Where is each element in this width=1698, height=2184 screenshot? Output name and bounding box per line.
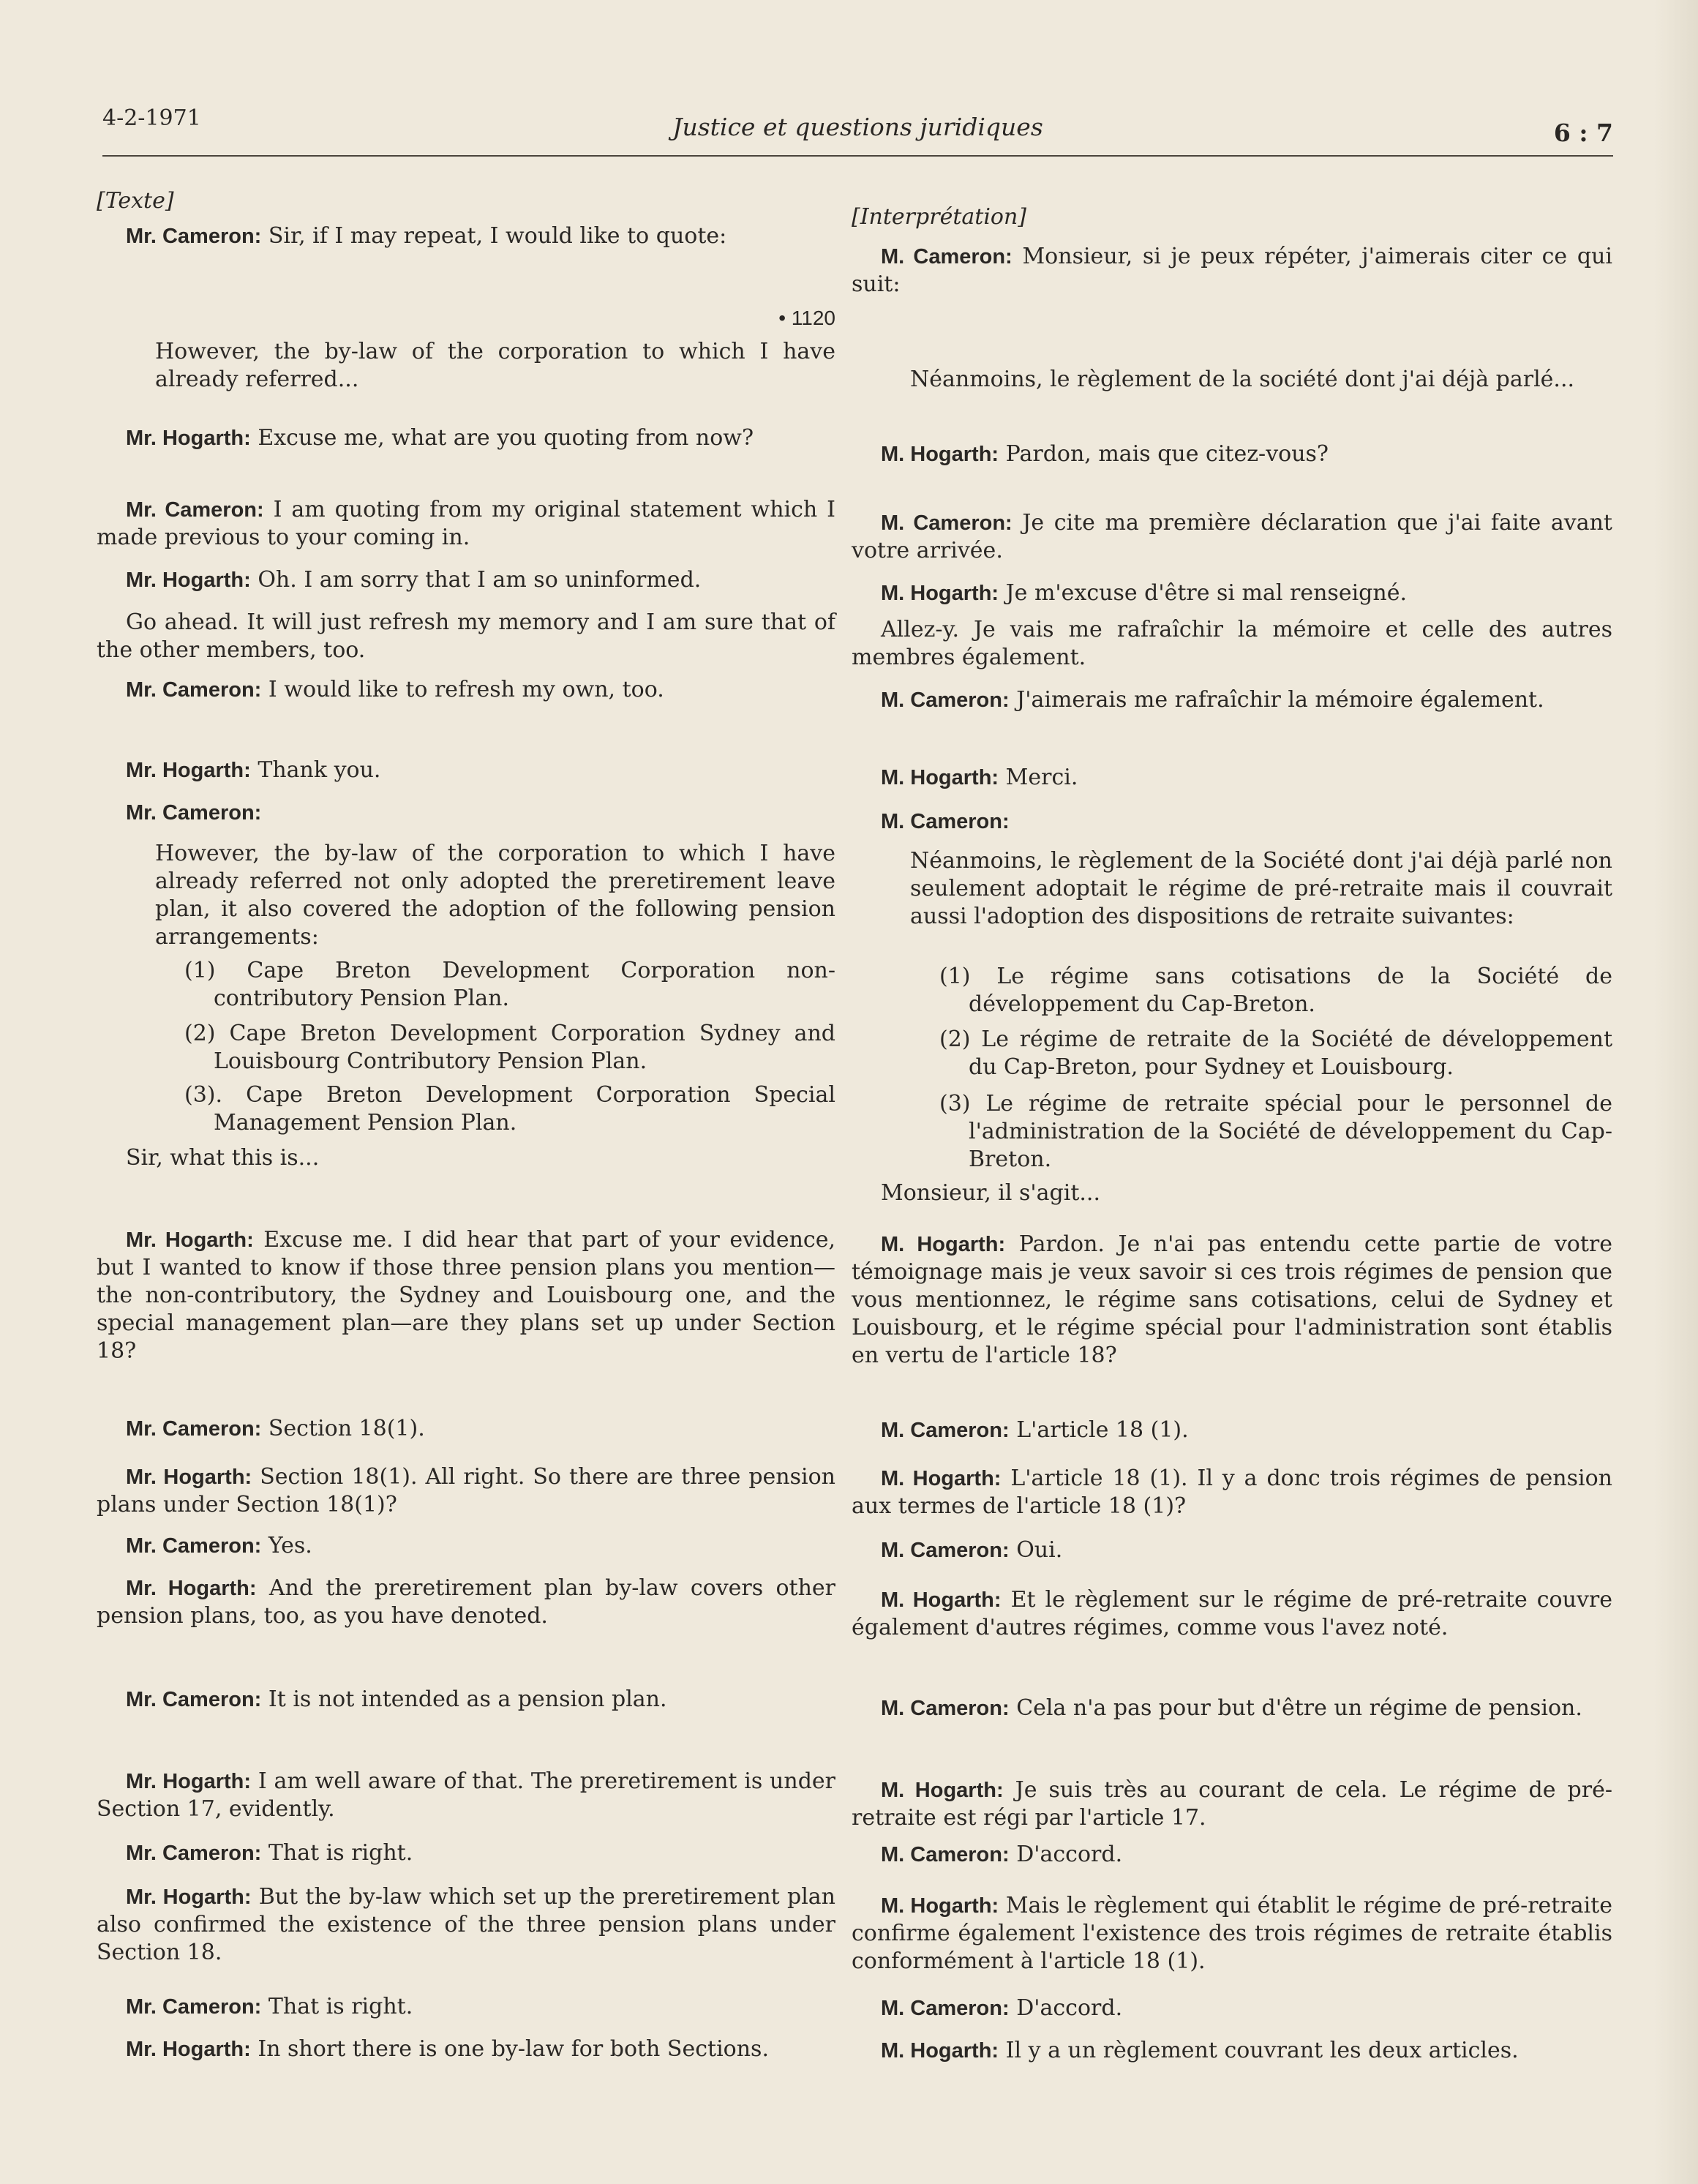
- speech-text: Je m'excuse d'être si mal renseigné.: [1005, 580, 1407, 606]
- paragraph: [97, 1575, 835, 1630]
- speaker-name: M. Cameron:: [881, 1539, 1010, 1562]
- speech-text: L'article 18 (1). Il y a donc trois régimes de pension aux termes de l'article 18 (1)?: [852, 1466, 1612, 1519]
- header-rule: [102, 155, 1613, 157]
- paragraph: [852, 1841, 1612, 1869]
- speaker-name: Mr. Cameron:: [126, 678, 262, 702]
- paragraph: [852, 1892, 1612, 1975]
- speaker-name: Mr. Hogarth:: [126, 2038, 251, 2061]
- speech-text: That is right.: [268, 1994, 413, 2019]
- speaker-name: M. Cameron:: [881, 1843, 1010, 1866]
- speech-text: Excuse me, what are you quoting from now?: [258, 425, 754, 451]
- quoted-paragraph: However, the by-law of the corporation to which I have already referred...: [155, 339, 835, 392]
- paragraph: [852, 1536, 1612, 1564]
- paragraph: [97, 496, 835, 552]
- speech-text: J'aimerais me rafraîchir la mémoire également.: [1016, 687, 1544, 713]
- speech-text: Pardon, mais que citez-vous?: [1005, 441, 1329, 467]
- paragraph: [97, 1686, 835, 1714]
- speech-text: Yes.: [268, 1533, 312, 1558]
- paragraph: Go ahead. It will just refresh my memory and I am sure that of the other members, too.: [97, 609, 835, 663]
- paragraph: [97, 1883, 835, 1967]
- speech-text: I am quoting from my original statement which I made previous to your coming in.: [97, 497, 835, 550]
- quoted-paragraph: However, the by-law of the corporation to which I have already referred not only adopted the preretirement leave plan, it also covered the adoption of the following pension arrangements:: [155, 841, 835, 950]
- list-item: (1) Cape Breton Development Corporation non-contributory Pension Plan.: [184, 958, 835, 1011]
- speech-text: Mais le règlement qui établit le régime de pré-retraite confirme également l'existence des trois régimes de retraite établis conformément à l'article 18 (1).: [852, 1893, 1612, 1974]
- list-item: (2) Cape Breton Development Corporation Sydney and Louisbourg Contributory Pension Plan.: [184, 1021, 835, 1074]
- speaker-name: Mr. Cameron:: [126, 801, 262, 825]
- quoted-paragraph: Néanmoins, le règlement de la société dont j'ai déjà parlé...: [910, 367, 1575, 392]
- speech-text: But the by-law which set up the preretirement plan also confirmed the existence of the three pension plans under Section 18.: [97, 1884, 835, 1965]
- speaker-name: Mr. Cameron:: [126, 1417, 262, 1441]
- speech-text: That is right.: [268, 1840, 413, 1866]
- speaker-name: M. Hogarth:: [881, 1779, 1004, 1802]
- paragraph: [97, 1463, 835, 1519]
- paragraph: [852, 686, 1612, 714]
- paragraph: [852, 1695, 1612, 1722]
- speaker-name: M. Hogarth:: [881, 582, 999, 605]
- list-item: (3). Cape Breton Development Corporation Special Management Pension Plan.: [184, 1082, 835, 1136]
- speaker-name: Mr. Hogarth:: [126, 568, 251, 592]
- paragraph: [852, 1586, 1612, 1642]
- speech-text: In short there is one by-law for both Sections.: [258, 2036, 769, 2062]
- speech-text: Merci.: [1005, 765, 1078, 790]
- speech-text: It is not intended as a pension plan.: [268, 1686, 667, 1712]
- speaker-name: Mr. Cameron:: [126, 498, 264, 522]
- speaker-name: Mr. Hogarth:: [126, 1466, 252, 1489]
- speaker-name: M. Cameron:: [881, 1697, 1010, 1720]
- speaker-name: M. Cameron:: [881, 1419, 1010, 1442]
- paragraph: Allez-y. Je vais me rafraîchir la mémoire et celle des autres membres également.: [852, 617, 1612, 670]
- speaker-name: M. Cameron:: [881, 245, 1013, 269]
- page-edge-shadow: [1654, 0, 1698, 2184]
- paragraph: Monsieur, il s'agit...: [881, 1180, 1100, 1206]
- paragraph: [852, 764, 1612, 792]
- speaker-name: Mr. Cameron:: [126, 1842, 262, 1865]
- paragraph: [852, 579, 1612, 607]
- speaker-name: M. Hogarth:: [881, 766, 999, 789]
- speech-text: Je suis très au courant de cela. Le régime de pré-retraite est régi par l'article 17.: [852, 1777, 1612, 1831]
- paragraph: [852, 1416, 1612, 1444]
- speaker-name: Mr. Hogarth:: [126, 1228, 254, 1252]
- paragraph: [97, 1768, 835, 1823]
- speech-text: Et le règlement sur le régime de pré-retraite couvre également d'autres régimes, comme vous l'avez noté.: [852, 1587, 1612, 1640]
- speaker-name: Mr. Hogarth:: [126, 759, 251, 782]
- page-number: 6 : 7: [1553, 119, 1613, 147]
- paragraph: [97, 1415, 835, 1443]
- paragraph: [852, 2037, 1612, 2065]
- speaker-name: M. Hogarth:: [881, 1467, 1002, 1490]
- paragraph: [97, 799, 835, 827]
- list-item: (2) Le régime de retraite de la Société de développement du Cap-Breton, pour Sydney et Louisbourg.: [939, 1027, 1612, 1080]
- speaker-name: M. Hogarth:: [881, 443, 999, 466]
- speech-text: Oh. I am sorry that I am so uninformed.: [258, 567, 702, 593]
- header-title: Justice et questions juridiques: [672, 113, 1043, 141]
- running-header: [102, 100, 1613, 151]
- paragraph: [852, 1465, 1612, 1520]
- speaker-name: M. Hogarth:: [881, 1588, 1002, 1612]
- speech-text: D'accord.: [1016, 1842, 1123, 1867]
- speaker-name: Mr. Hogarth:: [126, 427, 251, 450]
- speaker-name: Mr. Hogarth:: [126, 1770, 252, 1793]
- paragraph: [852, 808, 1612, 836]
- paragraph: [97, 757, 835, 784]
- paragraph: [97, 1839, 835, 1867]
- paragraph: [97, 1532, 835, 1560]
- speech-text: Cela n'a pas pour but d'être un régime de pension.: [1016, 1695, 1582, 1721]
- speaker-name: M. Cameron:: [881, 688, 1010, 712]
- speech-text: Excuse me. I did hear that part of your evidence, but I wanted to know if those three pension plans you mention—the non-contributory, the Sydney and Louisbourg one, and the special management plan—are they plans set up under Section 18?: [97, 1227, 835, 1364]
- paragraph: [852, 1776, 1612, 1832]
- header-date: 4-2-1971: [102, 105, 201, 131]
- paragraph: [852, 243, 1612, 299]
- speaker-name: Mr. Cameron:: [126, 225, 262, 248]
- quoted-paragraph: Néanmoins, le règlement de la Société dont j'ai déjà parlé non seulement adoptait le régime de pré-retraite mais il couvrait aussi l'adoption des dispositions de retraite suivantes:: [910, 848, 1612, 929]
- paragraph: [97, 1226, 835, 1365]
- speaker-name: Mr. Cameron:: [126, 1995, 262, 2019]
- paragraph: [97, 424, 835, 452]
- list-item: (3) Le régime de retraite spécial pour le personnel de l'administration de la Société de développement du Cap-Breton.: [939, 1091, 1612, 1172]
- time-marker: • 1120: [778, 307, 835, 329]
- speech-text: Pardon. Je n'ai pas entendu cette partie de votre témoignage mais je veux savoir si ces trois régimes de pension que vous mentionnez, le régime sans cotisations, celui de Sydney et Louisbourg, et le régime spécial pour l'administration sont établis en vertu de l'article 18?: [852, 1231, 1612, 1368]
- speaker-name: M. Hogarth:: [881, 2039, 999, 2063]
- paragraph: [97, 1993, 835, 2021]
- paragraph: [852, 1995, 1612, 2022]
- speech-text: Monsieur, si je peux répéter, j'aimerais citer ce qui suit:: [852, 244, 1612, 297]
- section-tag: [Texte]: [97, 188, 174, 214]
- speaker-name: Mr. Cameron:: [126, 1534, 262, 1558]
- speech-text: I am well aware of that. The preretirement is under Section 17, evidently.: [97, 1768, 835, 1822]
- speech-text: D'accord.: [1016, 1995, 1123, 2021]
- speech-text: And the preretirement plan by-law covers other pension plans, too, as you have denoted.: [97, 1575, 835, 1629]
- speaker-name: Mr. Hogarth:: [126, 1885, 252, 1909]
- speaker-name: M. Cameron:: [881, 511, 1013, 535]
- speaker-name: M. Hogarth:: [881, 1894, 999, 1918]
- paragraph: [852, 1231, 1612, 1370]
- speech-text: Il y a un règlement couvrant les deux articles.: [1005, 2038, 1519, 2063]
- speech-text: Je cite ma première déclaration que j'ai faite avant votre arrivée.: [852, 510, 1612, 563]
- paragraph: [97, 676, 835, 704]
- speaker-name: M. Cameron:: [881, 810, 1010, 833]
- paragraph: [97, 2035, 835, 2063]
- speaker-name: M. Hogarth:: [881, 1233, 1006, 1256]
- paragraph: Sir, what this is...: [126, 1145, 320, 1171]
- paragraph: [97, 222, 835, 250]
- paragraph: [97, 566, 835, 594]
- speaker-name: M. Cameron:: [881, 1997, 1010, 2020]
- section-tag: [Interprétation]: [852, 204, 1027, 230]
- paragraph: [852, 440, 1612, 468]
- list-item: (1) Le régime sans cotisations de la Société de développement du Cap-Breton.: [939, 964, 1612, 1017]
- speech-text: Section 18(1).: [268, 1416, 425, 1441]
- speech-text: I would like to refresh my own, too.: [268, 677, 664, 702]
- speaker-name: Mr. Hogarth:: [126, 1577, 257, 1600]
- speech-text: L'article 18 (1).: [1016, 1417, 1189, 1443]
- speech-text: Oui.: [1016, 1537, 1063, 1563]
- paragraph: [852, 509, 1612, 565]
- speech-text: Sir, if I may repeat, I would like to quote:: [268, 223, 727, 249]
- speech-text: Section 18(1). All right. So there are three pension plans under Section 18(1)?: [97, 1464, 835, 1517]
- speech-text: Thank you.: [258, 757, 381, 783]
- speaker-name: Mr. Cameron:: [126, 1688, 262, 1711]
